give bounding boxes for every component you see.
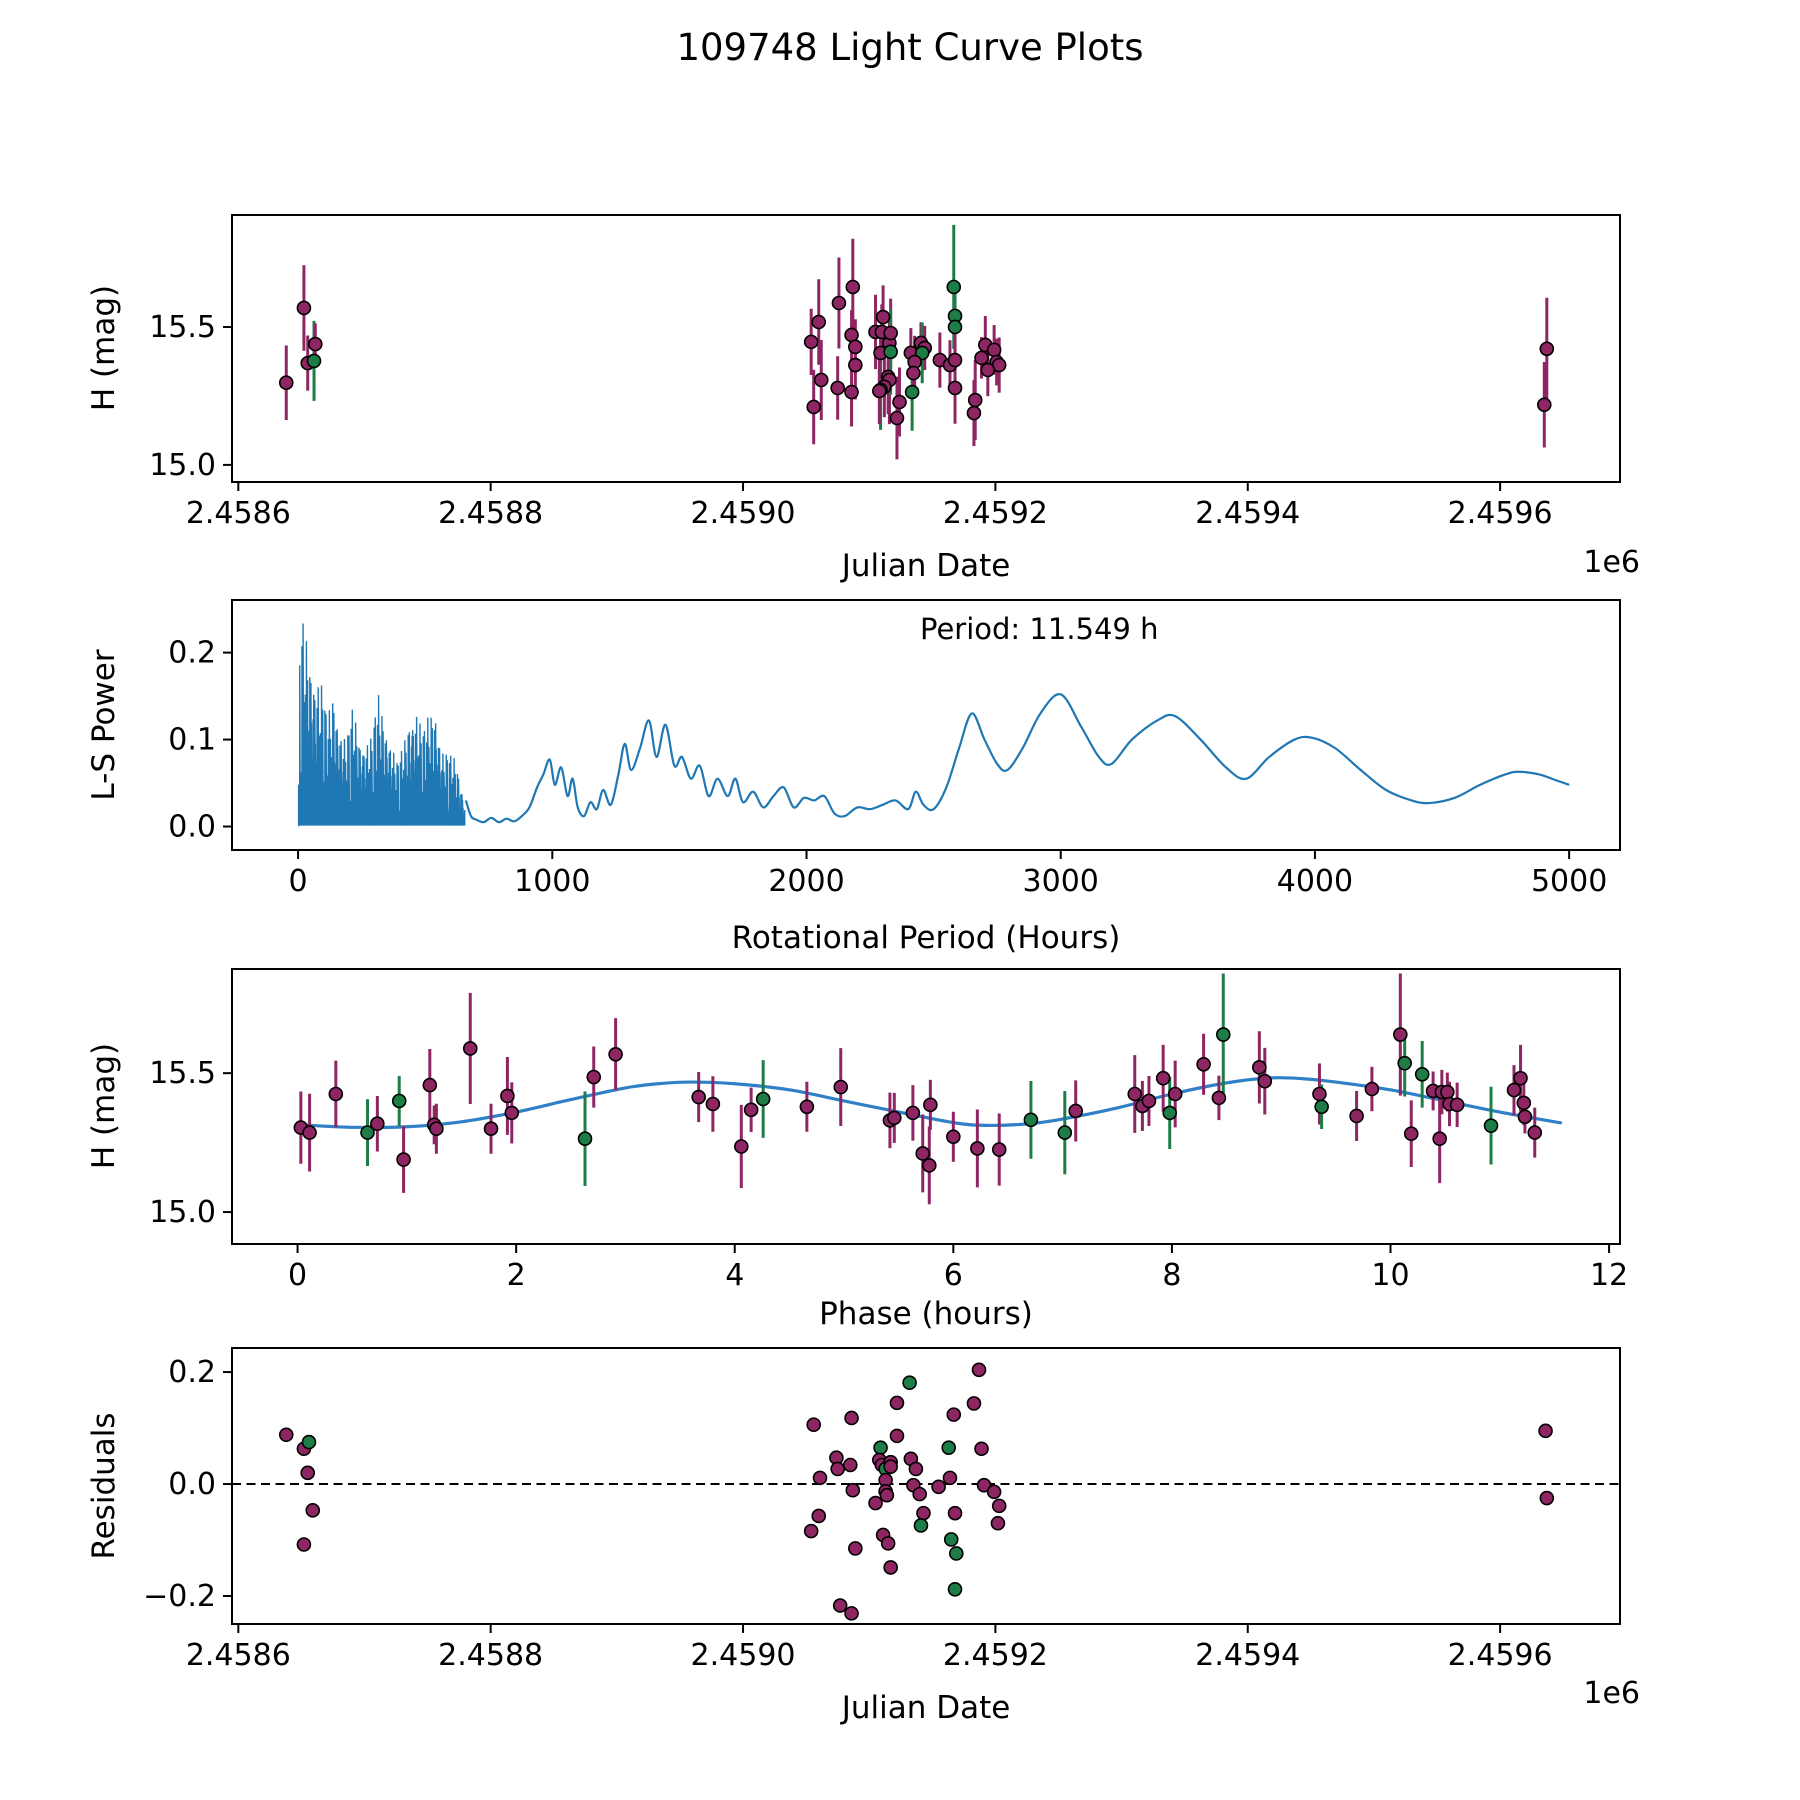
data-point (890, 1429, 903, 1442)
x-tick-label: 2.4588 (438, 496, 544, 531)
axes-frame (232, 1348, 1620, 1624)
data-point (485, 1122, 498, 1135)
data-point (906, 386, 919, 399)
data-point (280, 1428, 293, 1441)
data-point (917, 1507, 930, 1520)
data-point (1451, 1098, 1464, 1111)
data-point (943, 1471, 956, 1484)
data-point (1212, 1091, 1225, 1104)
x-tick-label: 3000 (1022, 864, 1099, 899)
data-point (807, 400, 820, 413)
data-point (1405, 1127, 1418, 1140)
data-point (873, 384, 886, 397)
data-point (807, 1418, 820, 1431)
data-point (800, 1100, 813, 1113)
x-tick-label: 2.4596 (1447, 1638, 1553, 1673)
y-tick-label: 0.2 (168, 635, 216, 671)
data-point (846, 280, 859, 293)
data-point (1518, 1110, 1531, 1123)
data-point (1416, 1068, 1429, 1081)
y-tick-label: 15.5 (149, 1056, 216, 1092)
data-point (884, 345, 897, 358)
data-point (914, 1519, 927, 1532)
data-point (464, 1042, 477, 1055)
data-point (906, 1106, 919, 1119)
tick-labels (168, 636, 1607, 899)
data-point (913, 1488, 926, 1501)
data-point (890, 1396, 903, 1409)
data-point (967, 1397, 980, 1410)
data-point (950, 1547, 963, 1560)
data-point (1024, 1113, 1037, 1126)
data-point (757, 1093, 770, 1106)
x-tick-label: 12 (1589, 1258, 1629, 1293)
data-point (880, 1489, 893, 1502)
residuals-plot (143, 1348, 1620, 1673)
data-point (845, 386, 858, 399)
data-point (869, 1497, 882, 1510)
data-point (907, 367, 920, 380)
data-point (393, 1094, 406, 1107)
x-tick-label: 2.4586 (185, 496, 291, 531)
data-point (1441, 1086, 1454, 1099)
data-point (297, 1538, 310, 1551)
data-point (1253, 1061, 1266, 1074)
x-tick-label: 0 (288, 864, 308, 899)
x-tick-label: 2.4594 (1195, 496, 1301, 531)
data-point (942, 1441, 955, 1454)
data-point (832, 296, 845, 309)
data-point (945, 1533, 958, 1546)
axis-label-residuals: Residuals (86, 1412, 122, 1560)
data-point (301, 1466, 314, 1479)
markers-group (280, 280, 1554, 424)
data-point (706, 1098, 719, 1111)
data-point (949, 320, 962, 333)
x-tick-label: 2.4592 (942, 1638, 1048, 1673)
data-point (1433, 1132, 1446, 1145)
data-point (1157, 1072, 1170, 1085)
data-point (981, 364, 994, 377)
axis-label-julian-date-bottom: Julian Date (841, 1690, 1011, 1726)
data-point (993, 1499, 1006, 1512)
data-point (949, 381, 962, 394)
data-point (916, 1147, 929, 1160)
data-point (949, 354, 962, 367)
data-point (969, 394, 982, 407)
x-tick-label: 8 (1162, 1258, 1182, 1293)
data-point (1365, 1083, 1378, 1096)
x-tick-label: 6 (943, 1258, 963, 1293)
data-point (991, 1517, 1004, 1530)
x-tick-label: 2.4590 (690, 1638, 796, 1673)
data-point (812, 1509, 825, 1522)
data-point (874, 1441, 887, 1454)
data-point (849, 359, 862, 372)
data-point (1258, 1075, 1271, 1088)
x-tick-label: 4 (725, 1258, 745, 1293)
data-point (890, 412, 903, 425)
data-point (949, 1583, 962, 1596)
data-point (1217, 1028, 1230, 1041)
x-tick-label: 1000 (514, 864, 591, 899)
data-point (1313, 1088, 1326, 1101)
x-tick-label: 5000 (1530, 864, 1608, 899)
axis-label-phase-hours: Phase (hours) (819, 1296, 1033, 1332)
data-point (924, 1098, 937, 1111)
data-point (371, 1117, 384, 1130)
data-point (932, 1480, 945, 1493)
data-point (805, 335, 818, 348)
axis-offset-1e6-bottom: 1e6 (1583, 1676, 1640, 1711)
x-tick-label: 2000 (768, 864, 845, 899)
data-point (1197, 1058, 1210, 1071)
y-tick-label: 15.5 (149, 309, 216, 345)
data-point (849, 1542, 862, 1555)
data-point (1540, 1492, 1553, 1505)
data-point (1514, 1072, 1527, 1085)
data-point (579, 1132, 592, 1145)
data-point (306, 1504, 319, 1517)
markers-group (280, 1363, 1554, 1620)
x-tick-label: 2.4594 (1195, 1638, 1301, 1673)
axis-label-h-mag-top: H (mag) (86, 284, 122, 412)
data-point (903, 1376, 916, 1389)
data-point (1517, 1096, 1530, 1109)
data-point (1507, 1084, 1520, 1097)
phase_folded_curve-plot (149, 969, 1628, 1293)
y-tick-label: 0.1 (168, 722, 216, 758)
data-point (1142, 1094, 1155, 1107)
data-point (834, 1599, 847, 1612)
y-tick-label: 15.0 (149, 447, 216, 483)
x-tick-label: 2.4590 (690, 496, 796, 531)
data-point (845, 1607, 858, 1620)
data-point (309, 338, 322, 351)
data-point (831, 1462, 844, 1475)
y-tick-label: 0.0 (168, 809, 216, 845)
y-tick-label: −0.2 (143, 1579, 216, 1615)
data-point (1539, 1424, 1552, 1437)
data-point (1069, 1104, 1082, 1117)
data-point (993, 1143, 1006, 1156)
x-tick-label: 2.4596 (1447, 496, 1553, 531)
data-point (947, 280, 960, 293)
data-point (971, 1142, 984, 1155)
data-point (280, 376, 293, 389)
data-point (815, 373, 828, 386)
data-point (884, 1561, 897, 1574)
data-point (735, 1140, 748, 1153)
x-tick-label: 4000 (1276, 864, 1354, 899)
data-point (430, 1122, 443, 1135)
period-annotation: Period: 11.549 h (920, 612, 1159, 646)
x-tick-label: 2.4592 (942, 496, 1048, 531)
data-point (805, 1525, 818, 1538)
data-point (975, 1442, 988, 1455)
data-point (505, 1106, 518, 1119)
data-point (745, 1103, 758, 1116)
y-tick-label: 15.0 (149, 1195, 216, 1231)
jd_light_curve-plot (149, 215, 1620, 531)
data-point (1540, 342, 1553, 355)
data-point (947, 1408, 960, 1421)
data-point (884, 1460, 897, 1473)
data-point (814, 1471, 827, 1484)
axis-label-rotational-period: Rotational Period (Hours) (731, 920, 1121, 956)
x-tick-label: 2 (506, 1258, 526, 1293)
data-point (972, 1363, 985, 1376)
periodogram-noisy-region (298, 624, 464, 826)
data-point (1128, 1088, 1141, 1101)
ls_periodogram-plot (168, 600, 1620, 899)
data-point (882, 1537, 895, 1550)
data-point (302, 1436, 315, 1449)
data-point (849, 340, 862, 353)
data-point (692, 1091, 705, 1104)
data-point (1163, 1106, 1176, 1119)
axis-label-julian-date-top: Julian Date (841, 548, 1011, 584)
data-point (975, 351, 988, 364)
data-point (947, 1130, 960, 1143)
figure-title: 109748 Light Curve Plots (676, 26, 1144, 69)
y-tick-label: 0.2 (168, 1355, 216, 1391)
data-point (1485, 1119, 1498, 1132)
data-point (812, 316, 825, 329)
data-point (877, 311, 890, 324)
data-point (1538, 398, 1551, 411)
markers-group (294, 1028, 1541, 1172)
data-point (893, 396, 906, 409)
data-point (923, 1159, 936, 1172)
data-point (308, 354, 321, 367)
data-point (845, 1411, 858, 1424)
data-point (845, 328, 858, 341)
x-tick-label: 2.4588 (438, 1638, 544, 1673)
x-tick-label: 2.4586 (185, 1638, 291, 1673)
x-tick-label: 0 (288, 1258, 308, 1293)
data-point (909, 1462, 922, 1475)
data-point (329, 1088, 342, 1101)
data-point (988, 1485, 1001, 1498)
data-point (1315, 1100, 1328, 1113)
data-point (1350, 1109, 1363, 1122)
data-point (834, 1081, 847, 1094)
data-point (1058, 1126, 1071, 1139)
data-point (967, 407, 980, 420)
axis-offset-1e6-top: 1e6 (1583, 545, 1640, 580)
x-tick-label: 10 (1371, 1258, 1410, 1293)
y-tick-label: 0.0 (168, 1467, 216, 1503)
data-point (1398, 1057, 1411, 1070)
data-point (501, 1089, 514, 1102)
data-point (884, 327, 897, 340)
data-point (846, 1484, 859, 1497)
data-point (1394, 1028, 1407, 1041)
data-point (949, 1507, 962, 1520)
axis-label-h-mag-phase: H (mag) (86, 1042, 122, 1170)
data-point (988, 343, 1001, 356)
error-bars-group (301, 973, 1535, 1204)
axis-label-ls-power: L-S Power (86, 649, 122, 801)
data-point (397, 1153, 410, 1166)
data-point (831, 381, 844, 394)
tick-labels (143, 1355, 1552, 1673)
data-point (297, 301, 310, 314)
data-point (888, 1111, 901, 1124)
data-point (423, 1079, 436, 1092)
data-point (303, 1126, 316, 1139)
data-point (587, 1071, 600, 1084)
data-point (609, 1048, 622, 1061)
data-point (1528, 1126, 1541, 1139)
data-point (844, 1459, 857, 1472)
data-point (1169, 1088, 1182, 1101)
periodogram-curve (466, 694, 1569, 822)
